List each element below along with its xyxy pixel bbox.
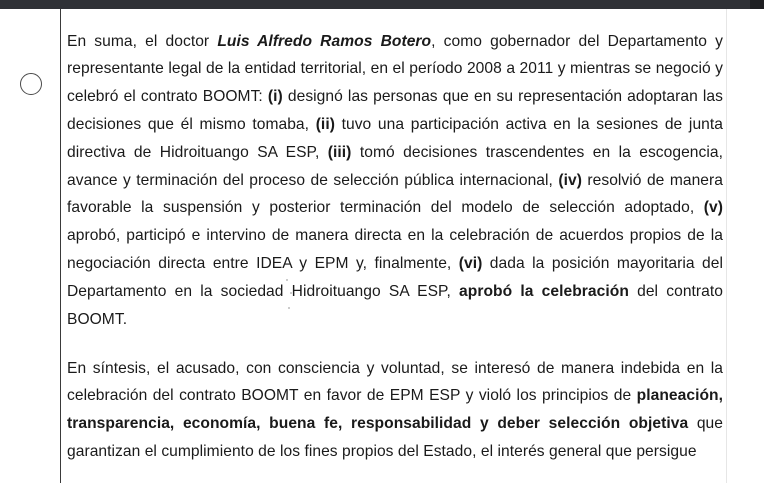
text-run: En síntesis, el acusado, con consciencia y voluntad, se interesó de manera indebida en la celebración del contrato BOOMT en favor de EPM ESP y violó los principios de: [67, 359, 723, 405]
list-marker-vi: (vi): [458, 254, 483, 272]
list-marker-iii: (iii): [327, 143, 352, 161]
text-run: resolvió de manera favorable la suspensión y posterior terminación del modelo de selección adoptado,: [67, 171, 723, 217]
list-marker-ii: (ii): [315, 115, 335, 133]
list-marker-v: (v): [703, 199, 723, 217]
paragraph-synthesis: [67, 355, 723, 466]
text-run: tomó decisiones trascendentes en la escogencia, avance y terminación del proceso de selección pública internacional,: [67, 143, 723, 189]
text-run: que garantizan el cumplimiento de los fines propios del Estado, el interés general que persigue: [67, 415, 723, 460]
bold-phrase: aprobó la celebración: [459, 282, 629, 300]
text-run: dada la posición mayoritaria del Departamento en la sociedad Hidroituango SA ESP,: [67, 254, 723, 300]
text-run: En suma, el doctor: [67, 32, 218, 50]
defendant-name: Luis Alfredo Ramos Botero: [217, 32, 432, 50]
left-margin-line: [60, 9, 61, 483]
list-marker-i: (i): [267, 88, 283, 106]
text-run: designó las personas que en su representación adoptaran las decisiones que él mismo tomaba,: [67, 88, 723, 133]
text-run: , como gobernador del Departamento y representante legal de la entidad territorial, en el período 2008 a 2011 y mientras se negoció y celebró el contrato BOOMT:: [67, 32, 724, 106]
principles-bold: planeación, transparencia, economía, buena fe, responsabilidad y deber selección objetiva: [67, 387, 723, 433]
paragraph-summary: [67, 28, 723, 334]
right-margin-line: [726, 9, 727, 483]
text-run: tuvo una participación activa en la sesiones de junta directiva de Hidroituango SA ESP,: [67, 115, 723, 161]
viewer-top-bar-edge: [750, 0, 764, 9]
text-run: aprobó, participó e intervino de manera directa en la celebración de acuerdos propios de la negociación directa entre IDEA y EPM y, finalmente,: [67, 227, 723, 272]
punch-hole-circle: [20, 73, 42, 95]
viewer-top-bar: [0, 0, 764, 9]
document-page[interactable]: [0, 9, 764, 483]
list-marker-iv: (iv): [558, 171, 582, 189]
text-run: del contrato BOOMT.: [67, 282, 723, 328]
